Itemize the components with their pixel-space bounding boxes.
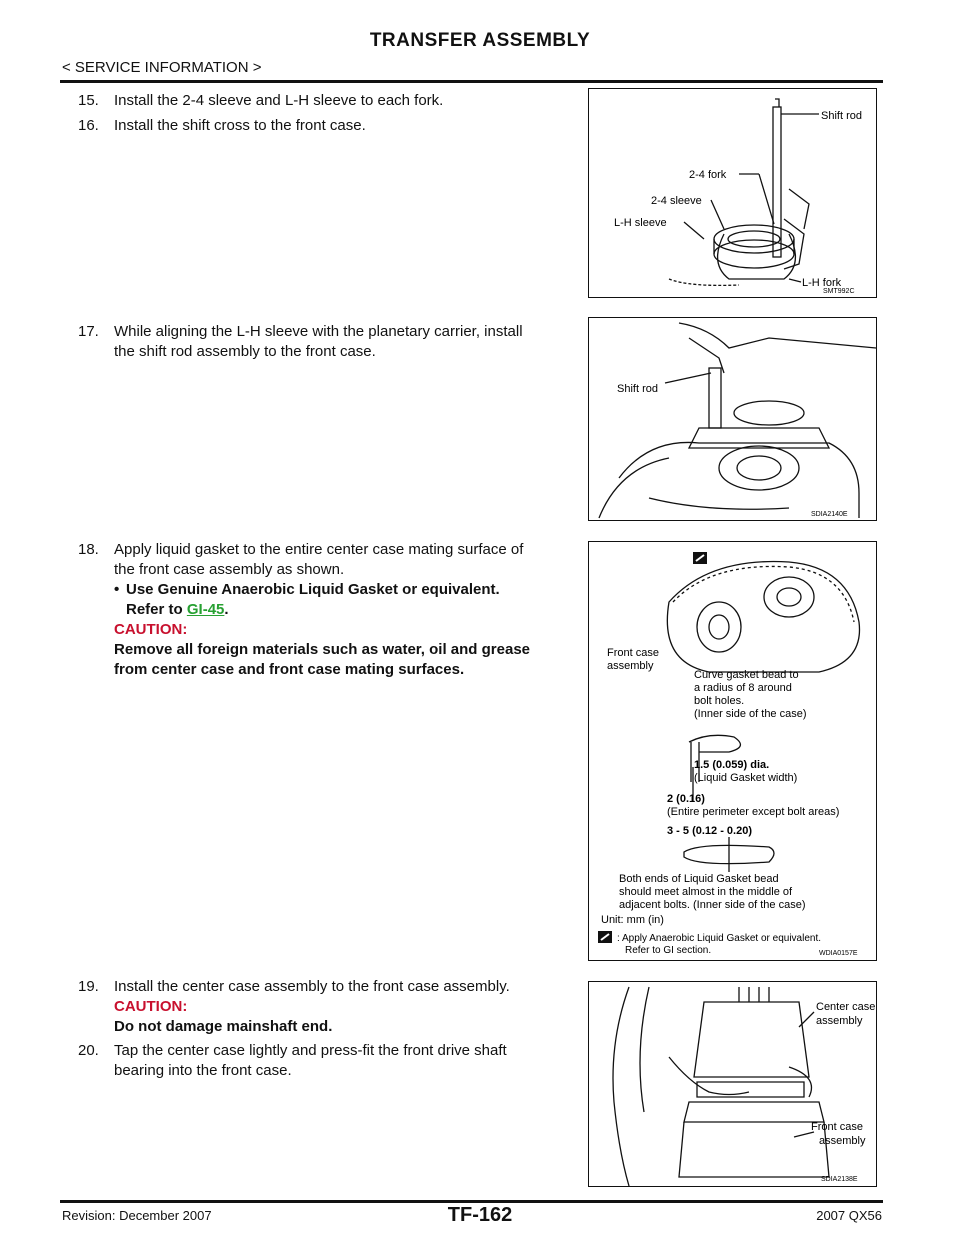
- caution-label: CAUTION:: [114, 621, 188, 638]
- step-16: [78, 116, 578, 136]
- bullet-refer: [78, 600, 578, 620]
- label-front-case: assembly: [819, 1135, 866, 1147]
- bullet-text: Use Genuine Anaerobic Liquid Gasket or equivalent.: [126, 581, 500, 598]
- step-text-line: While aligning the L-H sleeve with the planetary carrier, install: [114, 323, 523, 340]
- label-apply-refer: Refer to GI section.: [625, 945, 712, 956]
- label-curve-gasket: bolt holes.: [694, 695, 745, 707]
- step-number: 17.: [78, 323, 99, 340]
- step-text: Install the 2-4 sleeve and L-H sleeve to each fork.: [114, 92, 444, 109]
- label-lh-sleeve: L-H sleeve: [614, 217, 667, 229]
- caution-text: Do not damage mainshaft end.: [114, 1018, 333, 1035]
- label-front-case: assembly: [607, 660, 654, 672]
- label-2-4-sleeve: 2-4 sleeve: [651, 195, 702, 207]
- caution-text-line: from center case and front case mating surfaces.: [114, 661, 465, 678]
- label-perimeter-sub: (Entire perimeter except bolt areas): [667, 806, 840, 818]
- label-ends: Both ends of Liquid Gasket bead: [619, 873, 779, 885]
- page-number: TF-162: [447, 1204, 513, 1226]
- figure-code: SDIA2138E: [821, 1176, 858, 1183]
- label-center-case: Center case: [816, 1001, 876, 1013]
- header-rule: [60, 80, 883, 83]
- label-dia: 1.5 (0.059) dia.: [694, 759, 770, 771]
- figure-shift-rod-install: [588, 317, 877, 521]
- label-curve-gasket: (Inner side of the case): [694, 708, 807, 720]
- gasket-icon: [693, 552, 707, 564]
- figure-code: SMT992C: [823, 288, 855, 295]
- page-title: TRANSFER ASSEMBLY: [369, 30, 591, 51]
- refer-end: .: [224, 601, 229, 618]
- figure-code: SDIA2140E: [811, 511, 848, 518]
- step-18: [78, 540, 578, 680]
- gi-45-link[interactable]: GI-45: [186, 601, 225, 618]
- footer-rule: [60, 1200, 883, 1203]
- model-year: 2007 QX56: [816, 1208, 882, 1223]
- step-20: [78, 1041, 578, 1081]
- step-text: Install the center case assembly to the front case assembly.: [114, 978, 510, 995]
- figure-center-case-install: [588, 981, 877, 1187]
- step-text-line: the shift rod assembly to the front case.: [114, 343, 376, 360]
- label-shift-rod: Shift rod: [617, 383, 658, 395]
- label-center-case: assembly: [816, 1015, 863, 1027]
- figure-illustration: [589, 982, 876, 1186]
- label-perimeter: 2 (0.16): [667, 793, 705, 805]
- refer-text: Refer to: [126, 601, 183, 618]
- step-text-line: bearing into the front case.: [114, 1062, 292, 1079]
- label-front-case: Front case: [607, 647, 659, 659]
- step-text-line: Tap the center case lightly and press-fit the front drive shaft: [114, 1042, 507, 1059]
- figure-shift-rod-forks: [588, 88, 877, 298]
- label-range: 3 - 5 (0.12 - 0.20): [667, 825, 752, 837]
- figure-illustration: [589, 542, 876, 960]
- label-ends: should meet almost in the middle of: [619, 886, 793, 898]
- label-lh-fork: L-H fork: [802, 277, 842, 289]
- step-number: 19.: [78, 978, 99, 995]
- caution-text-line: Remove all foreign materials such as water, oil and grease: [114, 641, 531, 658]
- step-number: 20.: [78, 1042, 99, 1059]
- figure-liquid-gasket: [588, 541, 877, 961]
- step-number: 16.: [78, 117, 99, 134]
- step-number: 18.: [78, 541, 99, 558]
- bullet-item: [78, 580, 578, 600]
- figure-code: WDIA0157E: [819, 950, 858, 957]
- bullet-dot-icon: •: [114, 581, 120, 598]
- step-15: [78, 91, 578, 111]
- step-text: Install the shift cross to the front case.: [114, 117, 366, 134]
- figure-illustration: [589, 318, 876, 520]
- section-label: < SERVICE INFORMATION >: [62, 59, 262, 76]
- figure-illustration: [589, 89, 876, 297]
- label-unit: Unit: mm (in): [601, 914, 664, 926]
- caution-label: CAUTION:: [114, 998, 188, 1015]
- label-front-case: Front case: [811, 1121, 863, 1133]
- label-curve-gasket: Curve gasket bead to: [694, 669, 799, 681]
- label-ends: adjacent bolts. (Inner side of the case): [619, 899, 806, 911]
- revision-date: Revision: December 2007: [62, 1208, 212, 1223]
- step-17: [78, 322, 578, 362]
- label-curve-gasket: a radius of 8 around: [694, 682, 792, 694]
- label-dia-sub: (Liquid Gasket width): [694, 772, 798, 784]
- label-apply: : Apply Anaerobic Liquid Gasket or equivalent.: [617, 933, 822, 944]
- step-19: [78, 977, 578, 1037]
- step-text-line: Apply liquid gasket to the entire center case mating surface of: [114, 541, 524, 558]
- step-number: 15.: [78, 92, 99, 109]
- apply-gasket-icon: [598, 931, 612, 943]
- label-2-4-fork: 2-4 fork: [689, 169, 727, 181]
- step-text-line: the front case assembly as shown.: [114, 561, 345, 578]
- label-shift-rod: Shift rod: [821, 110, 862, 122]
